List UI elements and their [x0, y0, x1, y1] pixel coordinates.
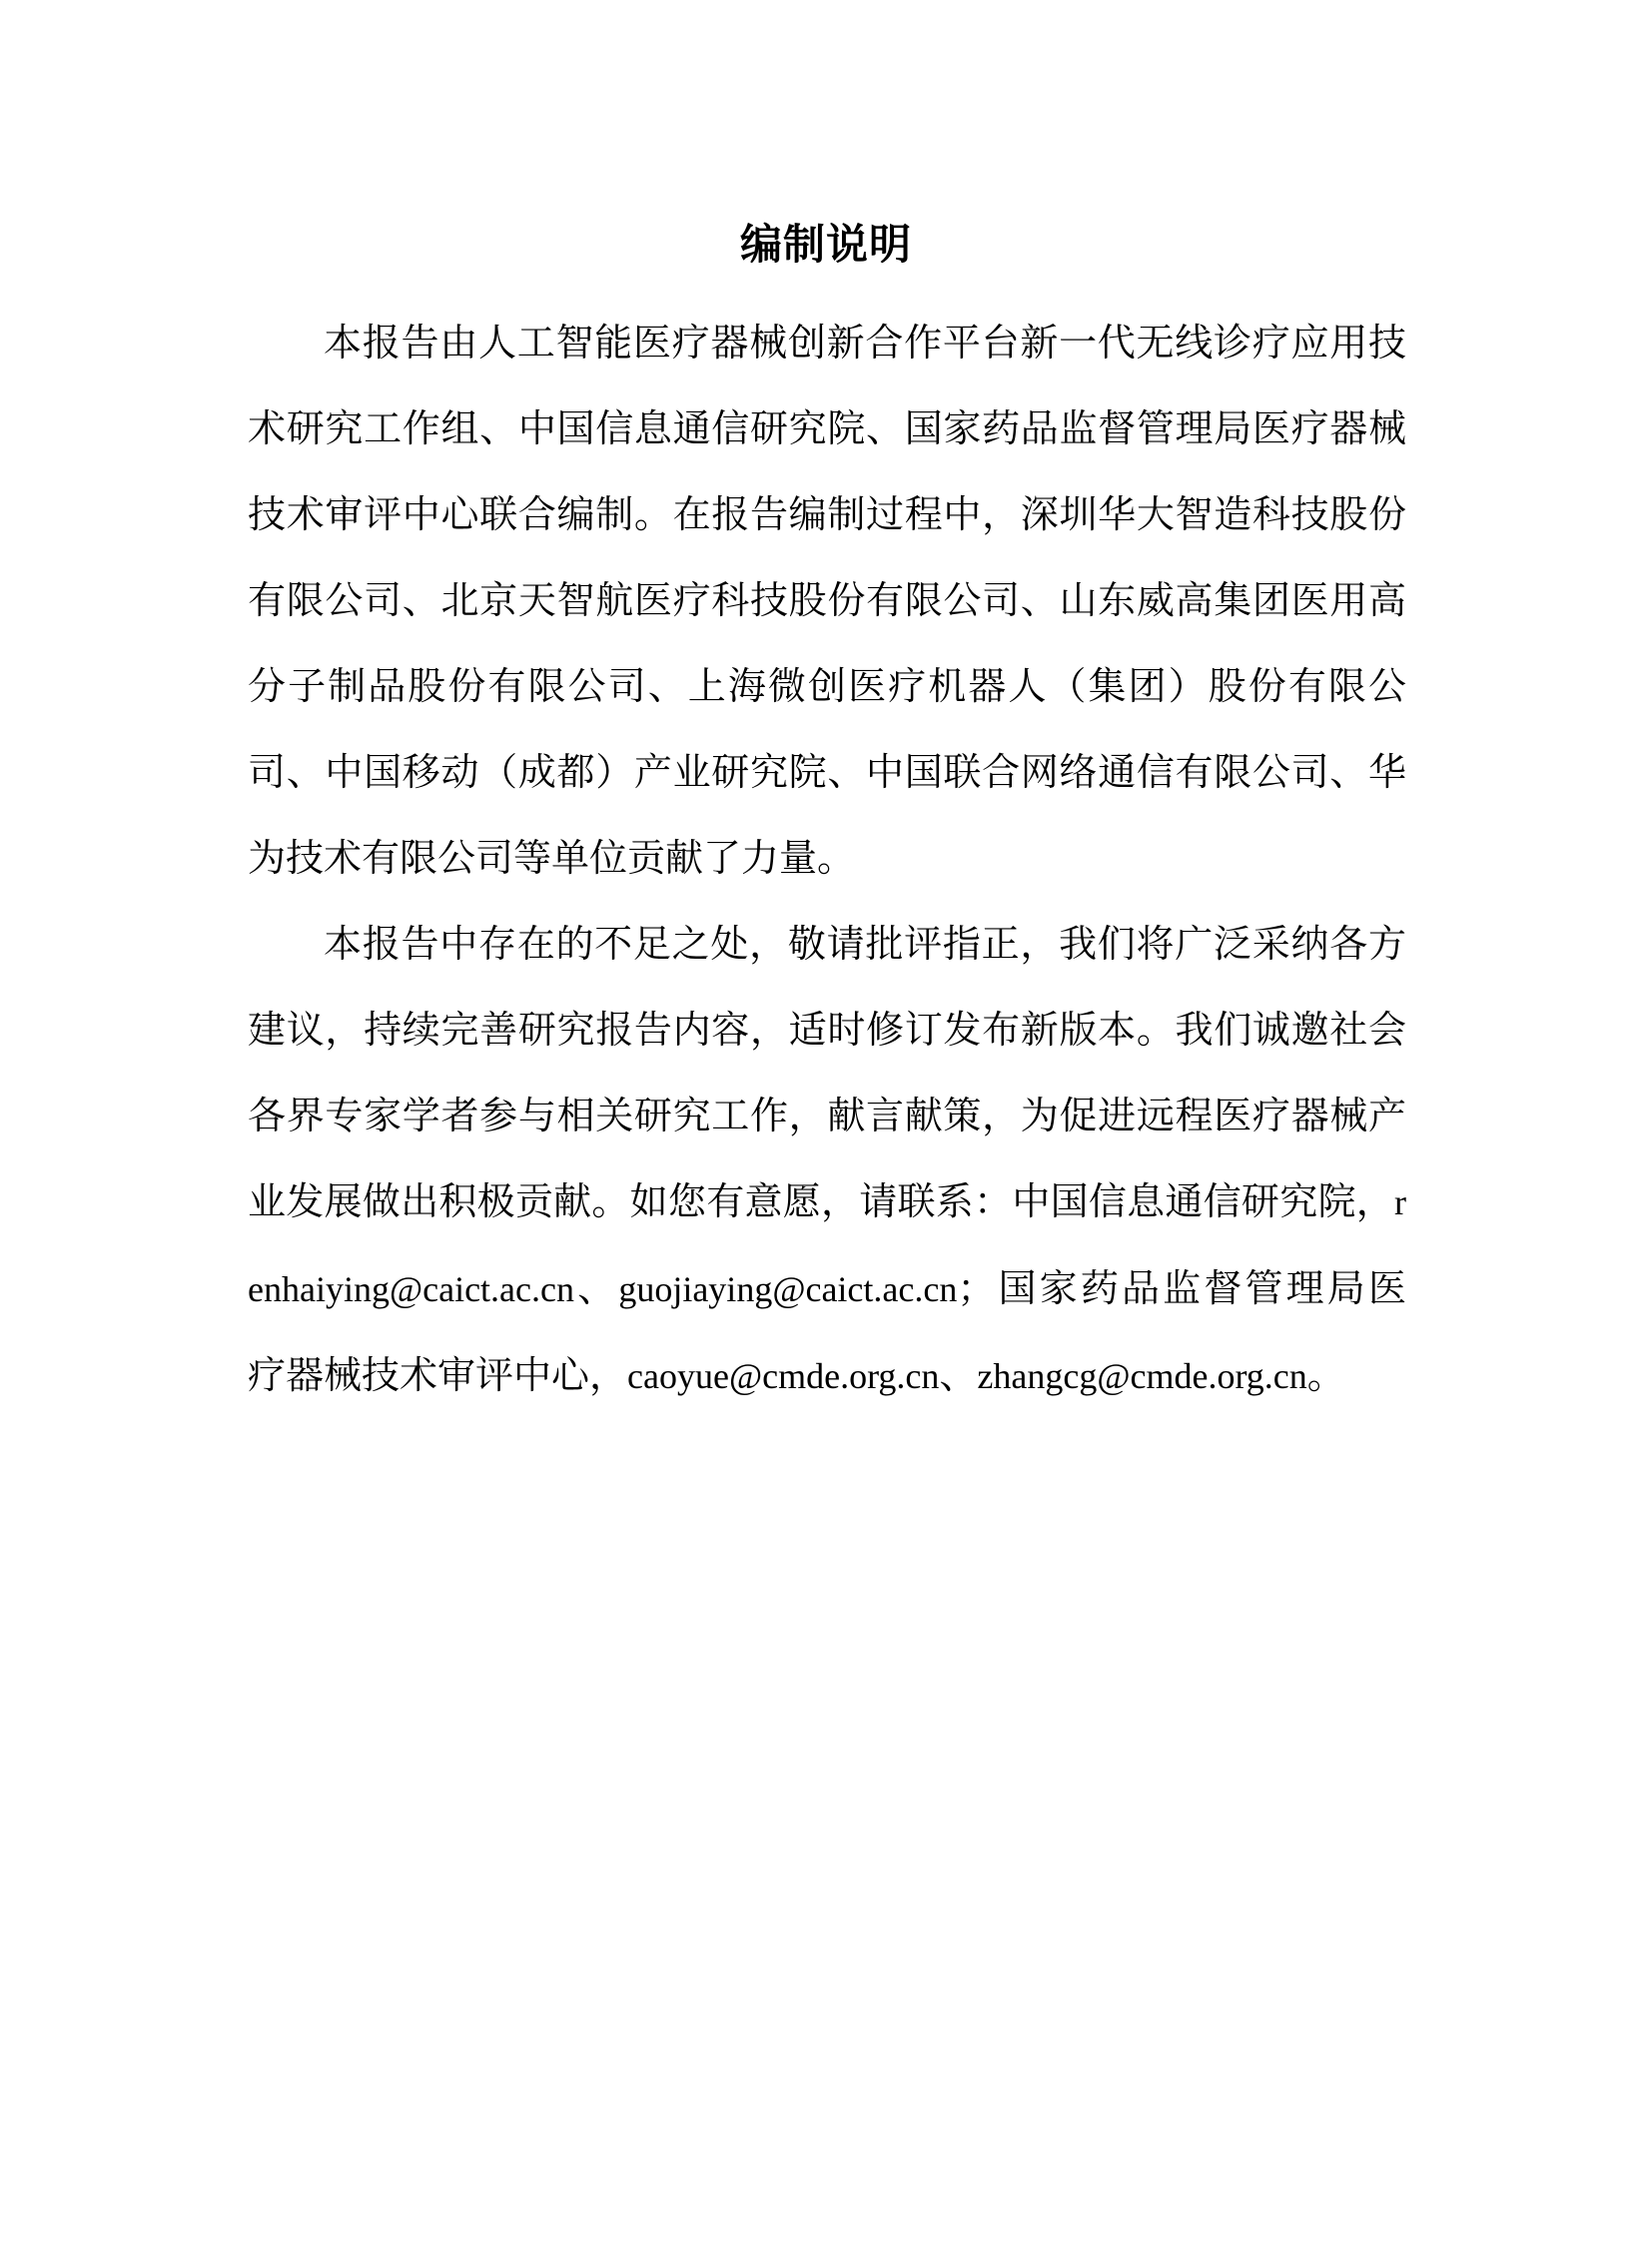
email-link-zhangcg[interactable]: zhangcg@cmde.org.cn — [977, 1356, 1307, 1396]
contact-cmde-text: ；国家药品监督管理局医疗器械技术审评中心， — [248, 1266, 1406, 1397]
email-link-guojiaying[interactable]: guojiaying@caict.ac.cn — [618, 1269, 958, 1309]
page-title: 编制说明 — [739, 220, 912, 269]
email-link-renhaiying[interactable]: renhaiying@caict.ac.cn — [248, 1182, 1406, 1309]
separator-text: 、 — [574, 1266, 619, 1310]
body-text — [248, 300, 1406, 1419]
paragraph-contributors: 本报告由人工智能医疗器械创新合作平台新一代无线诊疗应用技术研究工作组、中国信息通信研究院、国家药品监督管理局医疗器械技术审评中心联合编制。在报告编制过程中，深圳华大智造科技股份有限公司、北京天智航医疗科技股份有限公司、山东威高集团医用高分子制品股份有限公司、上海微创医疗机器人（集团）股份有限公司、中国移动（成都）产业研究院、中国联合网络通信有限公司、华为技术有限公司等单位贡献了力量。 — [248, 321, 1406, 880]
end-mark: 。 — [1306, 1353, 1345, 1397]
paragraph-contact — [248, 901, 1406, 1419]
separator-text: 、 — [939, 1353, 978, 1397]
email-link-caoyue[interactable]: caoyue@cmde.org.cn — [627, 1356, 940, 1396]
contact-intro-text: 本报告中存在的不足之处，敬请批评指正，我们将广泛采纳各方建议，持续完善研究报告内容，适时修订发布新版本。我们诚邀社会各界专家学者参与相关研究工作，献言献策，为促进远程医疗器械产业发展做出积极贡献。如您有意愿，请联系：中国信息通信研究院， — [248, 922, 1406, 1223]
